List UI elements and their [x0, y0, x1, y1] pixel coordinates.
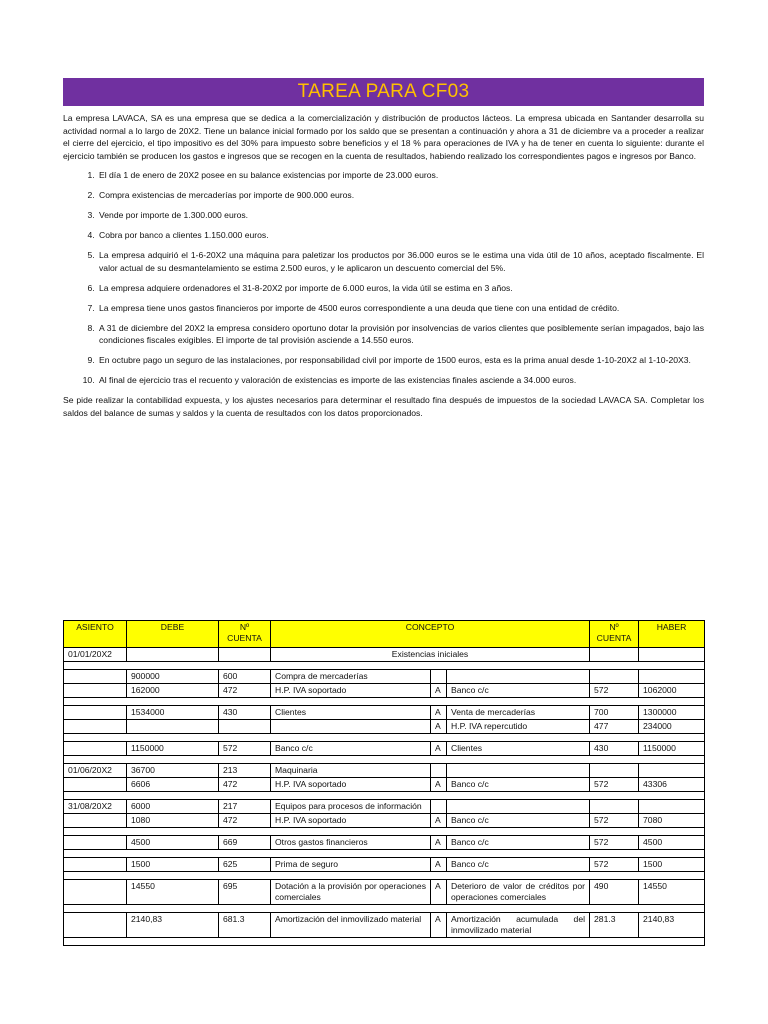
table-row: [64, 836, 705, 850]
cell-asiento: [64, 913, 127, 938]
cell-a-marker: A: [431, 742, 447, 756]
header-asiento: ASIENTO: [64, 621, 127, 648]
cell-concepto-debe: Otros gastos financieros: [271, 836, 431, 850]
cell-haber: 234000: [639, 720, 705, 734]
task-item: 1. El día 1 de enero de 20X2 posee en su balance existencias por importe de 23.000 euros.: [97, 169, 704, 181]
table-row: [64, 814, 705, 828]
cell-asiento: [64, 836, 127, 850]
cell-cuenta-haber: 490: [590, 880, 639, 905]
task-item: 3. Vende por importe de 1.300.000 euros.: [97, 209, 704, 221]
cell-cuenta-debe: 625: [219, 858, 271, 872]
cell-cuenta-haber: 572: [590, 778, 639, 792]
task-item: 7. La empresa tiene unos gastos financieros por importe de 4500 euros correspondiente a una deuda que tiene con una entidad de crédito.: [97, 302, 704, 314]
header-cuenta-haber: Nº CUENTA: [590, 621, 639, 648]
table-row: [64, 706, 705, 720]
cell-concepto-debe: H.P. IVA soportado: [271, 684, 431, 698]
cell-debe: 4500: [127, 836, 219, 850]
spacer-row: [64, 872, 705, 880]
cell-a-marker: A: [431, 720, 447, 734]
cell-haber: 1062000: [639, 684, 705, 698]
cell-cuenta-debe: 217: [219, 800, 271, 814]
task-item: 9. En octubre pago un seguro de las instalaciones, por responsabilidad civil por importe de 1500 euros, esta es la prima anual desde 1-10-20X2 al 1-10-20X3.: [97, 354, 704, 366]
cell-concepto-debe: Dotación a la provisión por operaciones comerciales: [271, 880, 431, 905]
cell-haber: 1500: [639, 858, 705, 872]
table-row: [64, 684, 705, 698]
cell-concepto-haber: Banco c/c: [447, 684, 590, 698]
cell-haber: [639, 670, 705, 684]
cell-concepto-debe: Clientes: [271, 706, 431, 720]
cell-a-marker: A: [431, 858, 447, 872]
header-haber: HABER: [639, 621, 705, 648]
cell-concepto-debe: H.P. IVA soportado: [271, 814, 431, 828]
spacer-row: [64, 734, 705, 742]
spacer-row: [64, 698, 705, 706]
task-item: 2. Compra existencias de mercaderías por importe de 900.000 euros.: [97, 189, 704, 201]
cell-cuenta-haber: 572: [590, 858, 639, 872]
spacer-row: [64, 828, 705, 836]
cell-concepto-haber: Banco c/c: [447, 814, 590, 828]
table-row: [64, 913, 705, 938]
spacer-row: [64, 756, 705, 764]
table-row: [64, 742, 705, 756]
cell-cuenta-haber: 572: [590, 684, 639, 698]
table-row: [64, 764, 705, 778]
task-item: 5. La empresa adquirió el 1-6-20X2 una máquina para paletizar los productos por 36.000 euros se le estima una vida útil de 10 años, aceptado fiscalmente. El valor actual de su desmantelamiento se estima 2.500 euros, y le aplicaron un descuento comercial del 5%.: [97, 249, 704, 274]
cell-concepto-debe: Amortización del inmovilizado material: [271, 913, 431, 938]
cell-asiento: [64, 720, 127, 734]
cell-concepto-haber: Banco c/c: [447, 858, 590, 872]
cell-cuenta-haber: [590, 670, 639, 684]
table-header-row: [64, 621, 705, 648]
cell-cuenta-debe: 600: [219, 670, 271, 684]
spacer-row: [64, 905, 705, 913]
cell-haber: 43306: [639, 778, 705, 792]
intro-paragraph: La empresa LAVACA, SA es una empresa que se dedica a la comercialización y distribución de productos lácteos. La empresa ubicada en Santander desarrolla su actividad normal a lo largo de 20X2. Tiene un balance inicial formado por los saldo que se presentan a continuación y ahora a 31 de diciembre va a proceder a realizar el cierre del ejercicio, el tipo impositivo es del 30% para impuesto sobre beneficios y el 18 % para operaciones de IVA y ha de tener en cuenta lo siguiente: durante el ejercicio también se producen los gastos e ingresos que se recogen en la cuenta de resultados, habiendo realizado los correspondientes pagos e ingresos por Banco.: [63, 113, 704, 161]
cell-debe: 1080: [127, 814, 219, 828]
cell-concepto-debe: Compra de mercaderías: [271, 670, 431, 684]
cell-haber: 7080: [639, 814, 705, 828]
cell-cuenta-haber: 281.3: [590, 913, 639, 938]
header-concepto: CONCEPTO: [271, 621, 590, 648]
cell-cuenta-debe: 681.3: [219, 913, 271, 938]
cell-asiento: [64, 670, 127, 684]
cell-concepto-debe: Equipos para procesos de información: [271, 800, 431, 814]
cell-haber: 1300000: [639, 706, 705, 720]
cell-asiento: [64, 684, 127, 698]
table-row: [64, 670, 705, 684]
task-item: 4. Cobra por banco a clientes 1.150.000 euros.: [97, 229, 704, 241]
cell-concepto-debe: H.P. IVA soportado: [271, 778, 431, 792]
cell-asiento: 31/08/20X2: [64, 800, 127, 814]
cell-concepto-haber: Clientes: [447, 742, 590, 756]
cell-cuenta-debe: 472: [219, 778, 271, 792]
cell-debe: 1500: [127, 858, 219, 872]
cell-haber: [639, 800, 705, 814]
task-list: [63, 169, 704, 386]
cell-debe: 6606: [127, 778, 219, 792]
cell-debe: 6000: [127, 800, 219, 814]
cell-a-marker: A: [431, 706, 447, 720]
table-row: [64, 720, 705, 734]
table-row: [64, 800, 705, 814]
cell-cuenta-debe: 472: [219, 814, 271, 828]
cell-a-marker: A: [431, 778, 447, 792]
journal-table: [63, 620, 705, 946]
spacer-row: [64, 938, 705, 946]
document-page: [63, 78, 704, 428]
cell-debe: 14550: [127, 880, 219, 905]
cell-haber: 2140,83: [639, 913, 705, 938]
cell-haber: 4500: [639, 836, 705, 850]
cell-cuenta-haber: 430: [590, 742, 639, 756]
spacer-row: [64, 662, 705, 670]
cell-cuenta-debe: 669: [219, 836, 271, 850]
table-row: [64, 858, 705, 872]
cell-concepto-haber: [447, 800, 590, 814]
cell-asiento: [64, 778, 127, 792]
cell-haber: [639, 764, 705, 778]
cell-cuenta-haber: [590, 764, 639, 778]
spacer-row: [64, 850, 705, 858]
table-row: [64, 778, 705, 792]
cell-haber: 1150000: [639, 742, 705, 756]
cell-cuenta-debe: 472: [219, 684, 271, 698]
cell-concepto-debe: Banco c/c: [271, 742, 431, 756]
cell-concepto-haber: [447, 764, 590, 778]
cell-asiento: [64, 814, 127, 828]
cell-a-marker: [431, 800, 447, 814]
cell-debe: 162000: [127, 684, 219, 698]
task-item: 8. A 31 de diciembre del 20X2 la empresa considero oportuno dotar la provisión por insolvencias de varios clientes que posiblemente serían impagados, bajo las condiciones fiscales exigibles. El importe de tal provisión asciende a 14.550 euros.: [97, 322, 704, 347]
cell-cuenta-haber: [590, 800, 639, 814]
cell-a-marker: A: [431, 880, 447, 905]
cell-debe: 1150000: [127, 742, 219, 756]
cell-asiento: 01/06/20X2: [64, 764, 127, 778]
cell-asiento: [64, 880, 127, 905]
cell-haber: 14550: [639, 880, 705, 905]
cell-debe: 1534000: [127, 706, 219, 720]
cell-concepto-haber: Banco c/c: [447, 778, 590, 792]
cell-cuenta-haber: 572: [590, 814, 639, 828]
cell-a-marker: A: [431, 836, 447, 850]
cell-cuenta-debe: [219, 720, 271, 734]
closing-paragraph: Se pide realizar la contabilidad expuesta, y los ajustes necesarios para determinar el resultado fina después de impuestos de la sociedad LAVACA SA. Completar los saldos del balance de sumas y saldos y la cuenta de resultados con los datos proporcionados.: [63, 395, 704, 418]
header-debe: DEBE: [127, 621, 219, 648]
cell-concepto-haber: Venta de mercaderías: [447, 706, 590, 720]
cell-concepto-debe: Maquinaria: [271, 764, 431, 778]
cell-debe: 36700: [127, 764, 219, 778]
cell-debe: 2140,83: [127, 913, 219, 938]
cell-cuenta-debe: 430: [219, 706, 271, 720]
cell-asiento: [64, 742, 127, 756]
cell-asiento: 01/01/20X2: [64, 648, 127, 662]
cell-concepto-haber: Amortización acumulada del inmovilizado material: [447, 913, 590, 938]
cell-a-marker: [431, 764, 447, 778]
cell-concepto-haber: H.P. IVA repercutido: [447, 720, 590, 734]
cell-a-marker: [431, 670, 447, 684]
cell-cuenta-debe: 572: [219, 742, 271, 756]
cell-debe: 900000: [127, 670, 219, 684]
spacer-row: [64, 792, 705, 800]
cell-concepto: Existencias iniciales: [271, 648, 590, 662]
task-item: 6. La empresa adquiere ordenadores el 31-8-20X2 por importe de 6.000 euros, la vida útil se estima en 3 años.: [97, 282, 704, 294]
cell-asiento: [64, 858, 127, 872]
cell-concepto-debe: Prima de seguro: [271, 858, 431, 872]
cell-concepto-haber: Deterioro de valor de créditos por operaciones comerciales: [447, 880, 590, 905]
table-row: [64, 648, 705, 662]
cell-cuenta-haber: 572: [590, 836, 639, 850]
task-item: 10. Al final de ejercicio tras el recuento y valoración de existencias es importe de las existencias finales asciende a 34.000 euros.: [97, 374, 704, 386]
cell-concepto-haber: Banco c/c: [447, 836, 590, 850]
header-cuenta-debe: Nº CUENTA: [219, 621, 271, 648]
cell-concepto-debe: [271, 720, 431, 734]
cell-concepto-haber: [447, 670, 590, 684]
cell-cuenta-debe: 695: [219, 880, 271, 905]
cell-a-marker: A: [431, 814, 447, 828]
cell-cuenta-haber: 477: [590, 720, 639, 734]
cell-cuenta-haber: 700: [590, 706, 639, 720]
page-title: TAREA PARA CF03: [63, 78, 704, 106]
table-row: [64, 880, 705, 905]
cell-a-marker: A: [431, 913, 447, 938]
cell-debe: [127, 720, 219, 734]
cell-cuenta-debe: 213: [219, 764, 271, 778]
cell-asiento: [64, 706, 127, 720]
cell-a-marker: A: [431, 684, 447, 698]
